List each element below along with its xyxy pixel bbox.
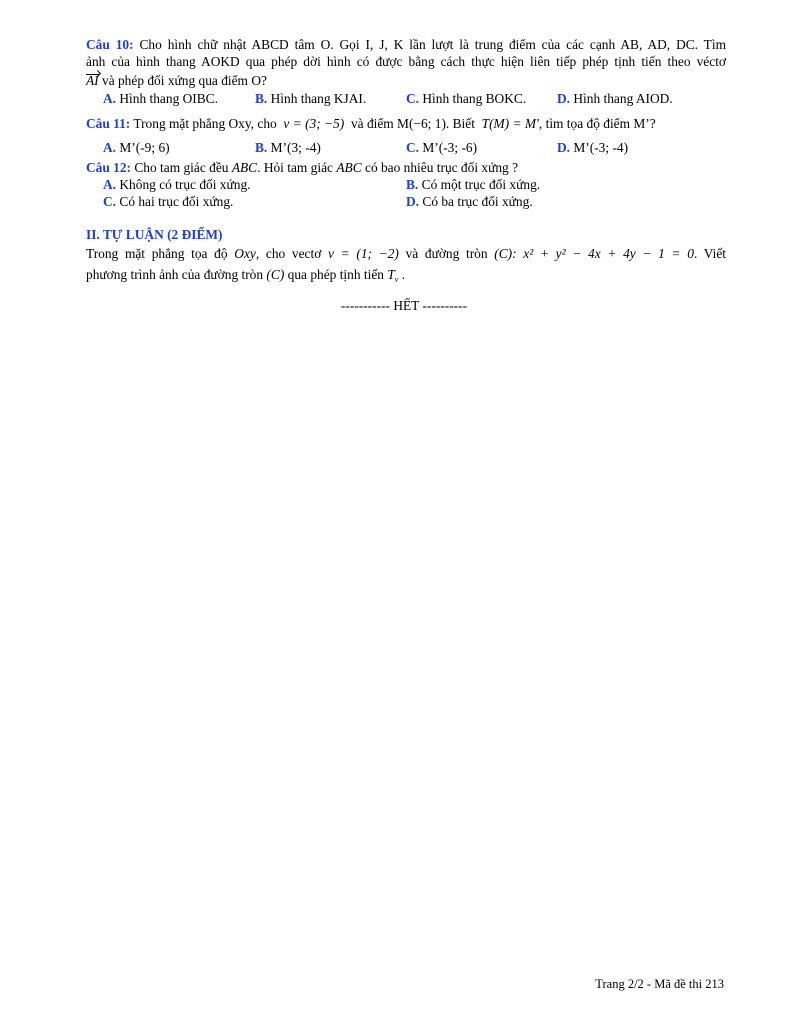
option-letter: D. (557, 91, 571, 106)
option-text: Không có trục đối xứng. (119, 177, 251, 192)
page-footer: Trang 2/2 - Mã đề thi 213 (595, 977, 724, 991)
q11-option-a[interactable] (103, 140, 170, 156)
q10-option-c[interactable] (406, 91, 526, 107)
q11-option-b[interactable] (255, 140, 321, 156)
q12-triangle-1: ABC (231, 160, 258, 175)
essay-text5: phương trình ảnh của đường tròn (86, 267, 264, 282)
option-text: Hình thang OIBC. (119, 91, 218, 106)
option-letter: B. (406, 177, 419, 192)
q10-line1 (86, 37, 726, 53)
q12-option-b[interactable] (406, 177, 540, 193)
option-text: Hình thang KJAI. (270, 91, 367, 106)
option-text: Có ba trục đối xứng. (422, 194, 533, 209)
option-letter: A. (103, 177, 117, 192)
q11-label: Câu 11: (86, 116, 131, 131)
q12-label: Câu 12: (86, 160, 132, 175)
option-text: Hình thang AIOD. (573, 91, 673, 106)
q10-vector-ai: AI (86, 73, 99, 88)
option-letter: B. (255, 140, 268, 155)
q10-text3: và phép đối xứng qua điểm O? (102, 73, 267, 88)
q11-line (86, 116, 726, 132)
essay-translation: T (387, 267, 395, 282)
q12-triangle-2: ABC (336, 160, 362, 175)
option-letter: C. (406, 140, 420, 155)
essay-line2: phương trình ảnh của đường tròn (C) qua phép tịnh tiến $T_v$ . (86, 267, 406, 284)
q12-option-d[interactable] (406, 194, 533, 210)
q10-line3 (86, 73, 726, 89)
option-letter: C. (406, 91, 420, 106)
q10-option-b[interactable] (255, 91, 366, 107)
essay-vector: v = (1; −2) (328, 246, 399, 261)
option-text: Hình thang BOKC. (422, 91, 527, 106)
essay-text3: và đường tròn (405, 246, 488, 261)
q12-text3: có bao nhiêu trục đối xứng ? (365, 160, 519, 175)
option-letter: C. (103, 194, 117, 209)
option-text: Có hai trục đối xứng. (119, 194, 234, 209)
essay-text6: qua phép tịnh tiến (287, 267, 384, 282)
essay-heading: II. TỰ LUẬN (2 ĐIỂM) (86, 227, 223, 242)
q11-text2: và điểm M(−6; 1). Biết (350, 116, 475, 131)
q12-option-a[interactable] (103, 177, 251, 193)
option-text: M’(3; -4) (270, 140, 321, 155)
option-letter: D. (557, 140, 571, 155)
essay-oxy: Oxy (234, 246, 256, 261)
essay-text4: . Viết (693, 246, 727, 261)
option-letter: A. (103, 91, 117, 106)
q11-transform: T(M) = M' (481, 116, 539, 131)
essay-circle-2: (C) (266, 267, 285, 282)
q12-text2: . Hỏi tam giác (257, 160, 333, 175)
option-text: Có một trục đối xứng. (421, 177, 541, 192)
option-letter: A. (103, 140, 117, 155)
option-letter: B. (255, 91, 268, 106)
essay-text2: , cho vectơ (255, 246, 322, 261)
q12-line (86, 160, 726, 176)
essay-text1: Trong mặt phẳng tọa độ (86, 246, 228, 261)
essay-line1 (86, 246, 726, 262)
q10-option-d[interactable] (557, 91, 673, 107)
q11-text1: Trong mặt phẳng Oxy, cho (133, 116, 277, 131)
q10-line2: ảnh của hình thang AOKD qua phép dời hình có được bằng cách thực hiện liên tiếp phép tịnh tiến theo véctơ (86, 54, 726, 69)
essay-text7: . (401, 267, 406, 282)
q11-vector: v = (3; −5) (283, 116, 345, 131)
q11-option-c[interactable] (406, 140, 477, 156)
q12-option-c[interactable] (103, 194, 233, 210)
q11-option-d[interactable] (557, 140, 628, 156)
q10-text1: Cho hình chữ nhật ABCD tâm O. Gọi I, J, K lần lượt là trung điểm của các cạnh AB, AD, DC. Tìm (139, 37, 726, 52)
q10-option-a[interactable] (103, 91, 218, 107)
option-text: M’(-3; -4) (573, 140, 629, 155)
essay-circle: (C): (494, 246, 517, 261)
option-text: M’(-9; 6) (119, 140, 170, 155)
option-letter: D. (406, 194, 420, 209)
q10-label: Câu 10: (86, 37, 134, 52)
q12-text1: Cho tam giác đều (134, 160, 229, 175)
essay-equation: x² + y² − 4x + 4y − 1 = 0 (523, 246, 694, 261)
end-marker: ----------- HẾT ---------- (340, 298, 468, 313)
q11-text3: , tìm tọa độ điểm M’? (538, 116, 656, 131)
option-text: M’(-3; -6) (422, 140, 478, 155)
